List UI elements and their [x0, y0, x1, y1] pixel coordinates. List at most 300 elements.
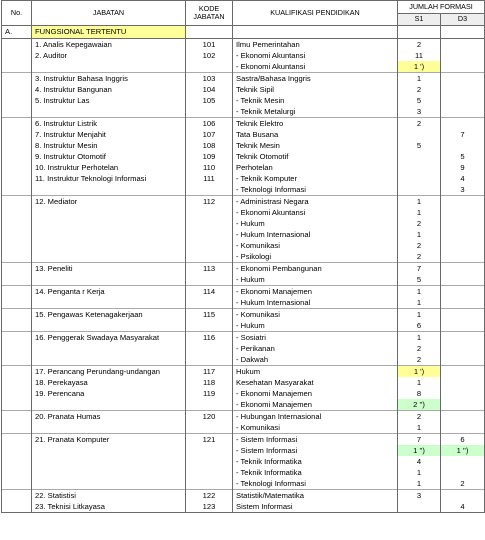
cell-s1: 1	[398, 377, 441, 388]
cell-d3	[441, 263, 485, 275]
cell-jabatan	[32, 343, 186, 354]
table-row	[2, 218, 485, 229]
cell-d3	[441, 84, 485, 95]
cell-d3	[441, 377, 485, 388]
cell-s1: 4	[398, 456, 441, 467]
cell-jabatan	[32, 399, 186, 411]
cell-jabatan	[32, 218, 186, 229]
table-row	[2, 39, 485, 51]
section-title: FUNGSIONAL TERTENTU	[32, 26, 186, 39]
cell-d3	[441, 490, 485, 502]
cell-s1	[398, 151, 441, 162]
header-d3: D3	[441, 13, 485, 26]
cell-kualifikasi: - Sistem Informasi	[233, 445, 398, 456]
cell-kualifikasi: Statistik/Matematika	[233, 490, 398, 502]
cell-jabatan	[32, 354, 186, 366]
table-row	[2, 286, 485, 298]
cell-no	[2, 478, 32, 490]
cell-s1: 2	[398, 84, 441, 95]
cell-kualifikasi: - Hukum Internasional	[233, 229, 398, 240]
cell-jabatan	[32, 422, 186, 434]
cell-no	[2, 490, 32, 502]
cell-d3	[441, 332, 485, 344]
formasi-table	[1, 0, 485, 513]
cell-d3: 2	[441, 478, 485, 490]
cell-s1: 5	[398, 95, 441, 106]
cell-d3: 5	[441, 151, 485, 162]
cell-s1: 1	[398, 467, 441, 478]
cell-kualifikasi: Teknik Sipil	[233, 84, 398, 95]
table-row	[2, 478, 485, 490]
cell-kualifikasi: Perhotelan	[233, 162, 398, 173]
cell-no	[2, 240, 32, 251]
cell-no	[2, 251, 32, 263]
cell-jabatan: 2. Auditor	[32, 50, 186, 61]
cell-d3: 4	[441, 173, 485, 184]
table-row	[2, 274, 485, 286]
table-row	[2, 309, 485, 321]
cell-jabatan: 5. Instruktur Las	[32, 95, 186, 106]
cell-kualifikasi: - Administrasi Negara	[233, 196, 398, 208]
cell-jabatan: 15. Pengawas Ketenagakerjaan	[32, 309, 186, 321]
cell-kode	[186, 61, 233, 73]
cell-kode: 111	[186, 173, 233, 184]
cell-no	[2, 61, 32, 73]
cell-s1	[398, 129, 441, 140]
cell-jabatan	[32, 207, 186, 218]
cell-no	[2, 411, 32, 423]
cell-d3	[441, 467, 485, 478]
cell-d3	[441, 456, 485, 467]
cell-kode	[186, 274, 233, 286]
cell-jabatan: 20. Pranata Humas	[32, 411, 186, 423]
cell-kualifikasi: Sastra/Bahasa Inggris	[233, 73, 398, 85]
table-row	[2, 118, 485, 130]
cell-jabatan: 17. Perancang Perundang-undangan	[32, 366, 186, 378]
cell-no	[2, 151, 32, 162]
cell-d3	[441, 118, 485, 130]
section-row	[2, 26, 485, 39]
cell-d3: 7	[441, 129, 485, 140]
cell-s1: 2	[398, 240, 441, 251]
cell-jabatan: 12. Mediator	[32, 196, 186, 208]
header-kualifikasi: KUALIFIKASI PENDIDIKAN	[233, 1, 398, 26]
table-row	[2, 422, 485, 434]
cell-s1: 2	[398, 118, 441, 130]
cell-jabatan	[32, 240, 186, 251]
cell-no	[2, 377, 32, 388]
table-row	[2, 456, 485, 467]
cell-jabatan	[32, 456, 186, 467]
cell-no	[2, 50, 32, 61]
table-row	[2, 388, 485, 399]
cell-kode	[186, 229, 233, 240]
cell-d3: 3	[441, 184, 485, 196]
cell-kode: 116	[186, 332, 233, 344]
cell-kualifikasi: - Hukum Internasional	[233, 297, 398, 309]
cell-no	[2, 332, 32, 344]
cell-s1: 7	[398, 434, 441, 446]
cell-kode: 108	[186, 140, 233, 151]
cell-no	[2, 366, 32, 378]
cell-s1: 2	[398, 39, 441, 51]
cell-no	[2, 422, 32, 434]
cell-s1: 1	[398, 207, 441, 218]
cell-kode: 112	[186, 196, 233, 208]
cell-d3: 6	[441, 434, 485, 446]
cell-no	[2, 207, 32, 218]
cell-s1: 2	[398, 354, 441, 366]
cell-d3	[441, 196, 485, 208]
table-row	[2, 501, 485, 513]
cell-kode: 102	[186, 50, 233, 61]
cell-jabatan: 16. Penggerak Swadaya Masyarakat	[32, 332, 186, 344]
cell-d3	[441, 366, 485, 378]
table-row	[2, 434, 485, 446]
cell-kode: 121	[186, 434, 233, 446]
cell-kualifikasi: - Perikanan	[233, 343, 398, 354]
cell-jabatan: 13. Peneliti	[32, 263, 186, 275]
cell-d3	[441, 422, 485, 434]
cell-no	[2, 84, 32, 95]
cell-kode: 109	[186, 151, 233, 162]
cell-s1: 5	[398, 140, 441, 151]
cell-d3	[441, 95, 485, 106]
cell-kualifikasi: - Komunikasi	[233, 309, 398, 321]
table-row	[2, 297, 485, 309]
cell-kode	[186, 478, 233, 490]
cell-kode: 123	[186, 501, 233, 513]
cell-s1: 7	[398, 263, 441, 275]
cell-s1: 2 '')	[398, 399, 441, 411]
cell-jabatan: 23. Teknisi Litkayasa	[32, 501, 186, 513]
cell-d3	[441, 388, 485, 399]
cell-jabatan	[32, 229, 186, 240]
cell-s1: 1	[398, 332, 441, 344]
cell-d3: 4	[441, 501, 485, 513]
cell-jabatan	[32, 184, 186, 196]
table-row	[2, 377, 485, 388]
cell-kode	[186, 218, 233, 229]
cell-jabatan: 6. Instruktur Listrik	[32, 118, 186, 130]
table-row	[2, 399, 485, 411]
cell-s1: 8	[398, 388, 441, 399]
cell-d3	[441, 297, 485, 309]
table-row	[2, 207, 485, 218]
table-row	[2, 366, 485, 378]
cell-kualifikasi: - Teknik Informatika	[233, 467, 398, 478]
table-row	[2, 151, 485, 162]
cell-kode	[186, 251, 233, 263]
cell-jabatan: 8. Instruktur Mesin	[32, 140, 186, 151]
cell-s1: 1	[398, 422, 441, 434]
table-row	[2, 73, 485, 85]
cell-no	[2, 388, 32, 399]
cell-kode: 107	[186, 129, 233, 140]
cell-kualifikasi: Kesehatan Masyarakat	[233, 377, 398, 388]
cell-kualifikasi: - Ekonomi Pembangunan	[233, 263, 398, 275]
table-row	[2, 95, 485, 106]
header-kode-line1: KODE	[198, 3, 220, 13]
cell-s1	[398, 501, 441, 513]
cell-kode: 101	[186, 39, 233, 51]
cell-kode: 120	[186, 411, 233, 423]
cell-kualifikasi: - Hukum	[233, 218, 398, 229]
cell-d3	[441, 274, 485, 286]
cell-jabatan: 14. Penganta r Kerja	[32, 286, 186, 298]
table-row	[2, 84, 485, 95]
cell-s1: 1	[398, 297, 441, 309]
table-row	[2, 411, 485, 423]
cell-kode: 106	[186, 118, 233, 130]
cell-no	[2, 354, 32, 366]
cell-s1: 1	[398, 196, 441, 208]
cell-no	[2, 73, 32, 85]
cell-kualifikasi: - Teknik Metalurgi	[233, 106, 398, 118]
table-row	[2, 173, 485, 184]
table-row	[2, 251, 485, 263]
cell-kualifikasi: - Komunikasi	[233, 240, 398, 251]
cell-kualifikasi: Hukum	[233, 366, 398, 378]
cell-d3	[441, 251, 485, 263]
cell-s1: 2	[398, 343, 441, 354]
cell-kode: 119	[186, 388, 233, 399]
cell-d3	[441, 106, 485, 118]
cell-kode: 118	[186, 377, 233, 388]
table-row	[2, 332, 485, 344]
header-kode-jabatan	[186, 1, 233, 26]
cell-d3	[441, 61, 485, 73]
cell-kode: 117	[186, 366, 233, 378]
cell-no	[2, 309, 32, 321]
cell-s1: 1	[398, 286, 441, 298]
cell-d3	[441, 354, 485, 366]
cell-d3	[441, 240, 485, 251]
cell-kualifikasi: Teknik Elektro	[233, 118, 398, 130]
cell-s1: 11	[398, 50, 441, 61]
cell-kode	[186, 354, 233, 366]
cell-s1: 6	[398, 320, 441, 332]
table-row	[2, 354, 485, 366]
cell-no	[2, 140, 32, 151]
cell-jabatan: 18. Perekayasa	[32, 377, 186, 388]
cell-no	[2, 95, 32, 106]
cell-kualifikasi: - Hukum	[233, 274, 398, 286]
cell-d3	[441, 399, 485, 411]
cell-no	[2, 196, 32, 208]
cell-jabatan	[32, 467, 186, 478]
cell-kode	[186, 467, 233, 478]
cell-d3	[441, 73, 485, 85]
cell-kode	[186, 456, 233, 467]
cell-s1	[398, 162, 441, 173]
cell-kode	[186, 207, 233, 218]
cell-jabatan	[32, 297, 186, 309]
cell-s1: 1 ')	[398, 61, 441, 73]
cell-d3	[441, 50, 485, 61]
cell-kualifikasi: Teknik Mesin	[233, 140, 398, 151]
cell-kode: 122	[186, 490, 233, 502]
cell-s1: 1 '')	[398, 445, 441, 456]
cell-d3	[441, 140, 485, 151]
cell-kode	[186, 422, 233, 434]
cell-jabatan: 1. Analis Kepegawaian	[32, 39, 186, 51]
cell-jabatan	[32, 445, 186, 456]
table-row	[2, 106, 485, 118]
header-kode-line2: JABATAN	[193, 12, 225, 21]
cell-kualifikasi: - Ekonomi Manajemen	[233, 399, 398, 411]
cell-kode: 110	[186, 162, 233, 173]
cell-d3	[441, 218, 485, 229]
table-row	[2, 50, 485, 61]
cell-kualifikasi: - Teknologi Informasi	[233, 478, 398, 490]
cell-s1: 2	[398, 218, 441, 229]
cell-kode: 105	[186, 95, 233, 106]
table-row	[2, 467, 485, 478]
table-row	[2, 184, 485, 196]
cell-s1: 3	[398, 106, 441, 118]
cell-kode	[186, 184, 233, 196]
cell-kode	[186, 399, 233, 411]
cell-no	[2, 39, 32, 51]
header-jabatan: JABATAN	[32, 1, 186, 26]
header-jumlah-formasi: JUMLAH FORMASI	[398, 1, 485, 14]
cell-kode	[186, 106, 233, 118]
table-row	[2, 343, 485, 354]
cell-no	[2, 467, 32, 478]
table-row	[2, 196, 485, 208]
cell-kualifikasi: - Ekonomi Akuntansi	[233, 207, 398, 218]
cell-d3	[441, 320, 485, 332]
cell-s1: 2	[398, 251, 441, 263]
cell-kualifikasi: - Ekonomi Manajemen	[233, 388, 398, 399]
cell-no	[2, 263, 32, 275]
table-row	[2, 162, 485, 173]
table-row	[2, 263, 485, 275]
cell-d3	[441, 343, 485, 354]
cell-kode: 113	[186, 263, 233, 275]
cell-no	[2, 173, 32, 184]
cell-kualifikasi: - Sistem Informasi	[233, 434, 398, 446]
header-s1: S1	[398, 13, 441, 26]
cell-no	[2, 162, 32, 173]
table-row	[2, 129, 485, 140]
cell-kualifikasi: - Teknik Mesin	[233, 95, 398, 106]
cell-d3	[441, 39, 485, 51]
cell-s1	[398, 184, 441, 196]
cell-kualifikasi: - Teknik Informatika	[233, 456, 398, 467]
cell-s1	[398, 173, 441, 184]
table-row	[2, 61, 485, 73]
cell-no	[2, 445, 32, 456]
cell-kualifikasi: - Sosiatri	[233, 332, 398, 344]
cell-jabatan: 9. Instruktur Otomotif	[32, 151, 186, 162]
cell-kode	[186, 297, 233, 309]
table-row	[2, 445, 485, 456]
cell-jabatan	[32, 61, 186, 73]
section-no: A.	[2, 26, 32, 39]
cell-no	[2, 286, 32, 298]
cell-no	[2, 118, 32, 130]
cell-no	[2, 434, 32, 446]
table-row	[2, 229, 485, 240]
cell-kualifikasi: - Dakwah	[233, 354, 398, 366]
cell-no	[2, 297, 32, 309]
cell-s1: 1	[398, 229, 441, 240]
cell-d3	[441, 229, 485, 240]
cell-s1: 5	[398, 274, 441, 286]
cell-s1: 3	[398, 490, 441, 502]
cell-d3: 9	[441, 162, 485, 173]
cell-kualifikasi: Ilmu Pemerintahan	[233, 39, 398, 51]
cell-kode	[186, 445, 233, 456]
header-no: No.	[2, 1, 32, 26]
cell-kualifikasi: Sistem Informasi	[233, 501, 398, 513]
cell-no	[2, 274, 32, 286]
cell-jabatan: 11. Instruktur Teknologi Informasi	[32, 173, 186, 184]
cell-no	[2, 218, 32, 229]
table-row	[2, 240, 485, 251]
cell-no	[2, 229, 32, 240]
cell-kualifikasi: - Ekonomi Akuntansi	[233, 50, 398, 61]
cell-s1: 1	[398, 73, 441, 85]
cell-no	[2, 106, 32, 118]
cell-d3: 1 '')	[441, 445, 485, 456]
cell-no	[2, 184, 32, 196]
cell-kode	[186, 320, 233, 332]
cell-s1: 2	[398, 411, 441, 423]
cell-jabatan: 4. Instruktur Bangunan	[32, 84, 186, 95]
cell-kualifikasi: - Komunikasi	[233, 422, 398, 434]
cell-jabatan	[32, 320, 186, 332]
cell-jabatan: 19. Perencana	[32, 388, 186, 399]
cell-jabatan	[32, 106, 186, 118]
cell-no	[2, 343, 32, 354]
cell-jabatan	[32, 251, 186, 263]
cell-kode	[186, 240, 233, 251]
cell-jabatan: 21. Pranata Komputer	[32, 434, 186, 446]
cell-jabatan: 10. Instruktur Perhotelan	[32, 162, 186, 173]
table-body	[2, 26, 485, 513]
cell-kode: 103	[186, 73, 233, 85]
cell-d3	[441, 309, 485, 321]
cell-s1: 1	[398, 309, 441, 321]
cell-d3	[441, 411, 485, 423]
cell-d3	[441, 286, 485, 298]
cell-kualifikasi: - Ekonomi Manajemen	[233, 286, 398, 298]
cell-kualifikasi: Tata Busana	[233, 129, 398, 140]
cell-kualifikasi: - Hubungan Internasional	[233, 411, 398, 423]
cell-jabatan	[32, 478, 186, 490]
cell-no	[2, 501, 32, 513]
cell-kode: 115	[186, 309, 233, 321]
cell-kualifikasi: - Psikologi	[233, 251, 398, 263]
table-row	[2, 320, 485, 332]
table-row	[2, 140, 485, 151]
cell-jabatan: 22. Statistisi	[32, 490, 186, 502]
cell-kode: 114	[186, 286, 233, 298]
cell-kualifikasi: - Teknik Komputer	[233, 173, 398, 184]
cell-kualifikasi: - Hukum	[233, 320, 398, 332]
cell-kualifikasi: - Ekonomi Akuntansi	[233, 61, 398, 73]
cell-s1: 1 ')	[398, 366, 441, 378]
cell-kode	[186, 343, 233, 354]
table-row	[2, 490, 485, 502]
cell-no	[2, 456, 32, 467]
cell-no	[2, 129, 32, 140]
cell-kualifikasi: Teknik Otomotif	[233, 151, 398, 162]
cell-jabatan: 7. Instruktur Menjahit	[32, 129, 186, 140]
